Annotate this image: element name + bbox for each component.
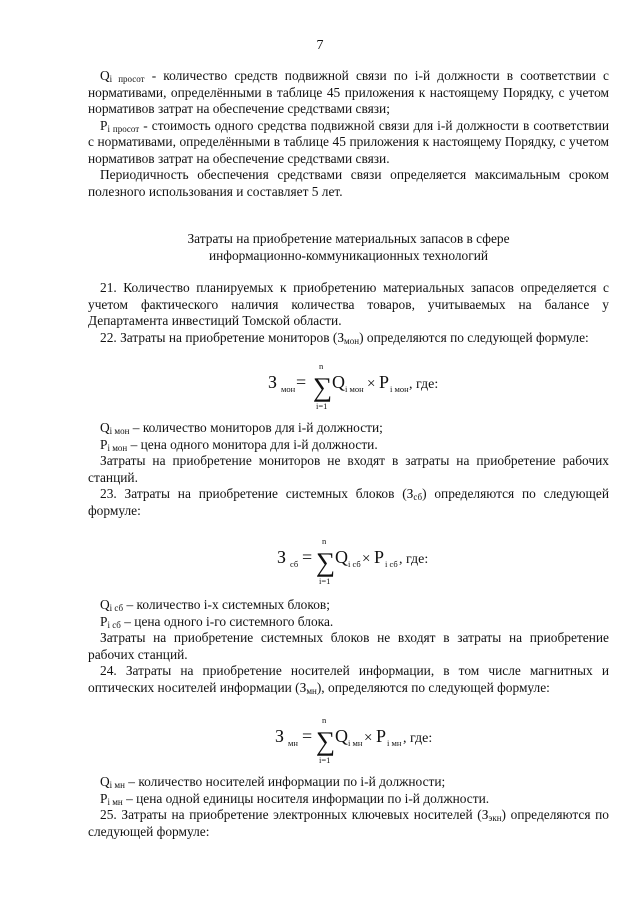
sum-lower: i=1: [319, 576, 331, 586]
page-number: 7: [316, 38, 324, 53]
def-subscript: i мн: [109, 780, 125, 790]
periodicity-paragraph: Периодичность обеспечения средствами связи определяется максимальным сроком полезного использования и составляет 5 лет.: [88, 167, 609, 199]
definition-q-mn: [88, 774, 609, 791]
def-subscript: i сб: [107, 619, 121, 630]
formula-lhs-sub: мон: [281, 384, 296, 394]
sum-upper: n: [322, 715, 327, 725]
formula-equals: =: [302, 547, 313, 567]
paragraph-22: [88, 330, 609, 347]
p23-text-pre: 23. Затраты на приобретение системных блоков (З: [100, 486, 414, 501]
def-text: – количество носителей информации по i-й должности;: [124, 774, 446, 789]
def-symbol: P: [100, 613, 108, 629]
def-text: – количество i-х системных блоков;: [123, 597, 330, 612]
formula-equals: =: [296, 372, 307, 392]
definitions-media: [88, 774, 609, 840]
formula-p: P: [379, 372, 390, 392]
definition-p-mn: [88, 791, 609, 808]
paragraph-25: [88, 807, 609, 840]
def-symbol: Q: [100, 597, 110, 612]
formula-lhs-sub: мн: [288, 738, 298, 748]
section-title-line-1: Затраты на приобретение материальных запасов в сфере: [187, 231, 510, 246]
definition-q-prosot: [88, 68, 609, 118]
p24-subscript: мн: [306, 685, 317, 696]
def-subscript: i мон: [107, 442, 128, 453]
formula-monitors: [0, 357, 640, 417]
formula-p: P: [374, 547, 385, 567]
def-symbol: P: [100, 790, 108, 806]
formula-p: P: [376, 726, 387, 746]
formula-tail: , где:: [399, 552, 429, 567]
paragraph-24: [88, 663, 609, 696]
formula-q: Q: [335, 547, 348, 567]
definition-p-mon: [88, 437, 609, 454]
p23-text-post: ) определяются по следующей формуле:: [88, 486, 609, 518]
p24-text-post: ), определяются по следующей формуле:: [316, 679, 550, 695]
p25-text-post: ) определяются по следующей формуле:: [88, 807, 610, 839]
note-system-blocks: Затраты на приобретение системных блоков не входят в затраты на приобретение рабочих станций.: [88, 630, 609, 662]
def-subscript: i мн: [107, 796, 123, 807]
def-text: – цена одного i-го системного блока.: [120, 613, 334, 629]
definition-q-mon: [88, 420, 609, 437]
p24-text-pre: 24. Затраты на приобретение носителей информации, в том числе магнитных и оптических носителей информации (З: [88, 663, 609, 695]
sum-upper: n: [319, 361, 324, 371]
def-symbol: P: [100, 436, 108, 452]
formula-p-sub: i мон: [390, 384, 409, 394]
definition-q-sb: [88, 597, 609, 614]
formula-lhs: З: [268, 372, 278, 392]
p22-text-pre: 22. Затраты на приобретение мониторов (З: [100, 329, 345, 345]
def-text: - количество средств подвижной связи по i-й должности в соответствии с нормативами, определёнными в таблице 45 приложения к настоящему Порядку, с учетом нормативов затрат на обеспечение средствами связи;: [88, 68, 609, 116]
section-title-line-2: информационно-коммуникационных технологий: [208, 247, 489, 263]
definitions-system-blocks: [88, 597, 609, 696]
sum-sign: ∑: [316, 547, 336, 577]
formula-lhs: З: [275, 726, 285, 746]
note-monitors: Затраты на приобретение мониторов не входят в затраты на приобретение рабочих станций.: [88, 453, 609, 485]
sum-upper: n: [322, 536, 327, 546]
formula-lhs-sub: сб: [290, 559, 299, 569]
definition-p-prosot: [88, 118, 609, 168]
formula-p-sub: i сб: [385, 559, 398, 569]
sum-lower: i=1: [319, 755, 331, 765]
formula-q-sub: i сб: [348, 559, 361, 569]
p25-subscript: экн: [488, 813, 502, 823]
def-subscript: i сб: [109, 603, 124, 613]
def-text: - стоимость одного средства подвижной связи для i-й должности в соответствии с нормативами, определёнными в таблице 45 приложения к настоящему Порядку, с учетом нормативов затрат на обеспечение средствами связи.: [88, 117, 609, 166]
paragraphs-21-22: [88, 280, 609, 346]
def-symbol: P: [100, 117, 108, 133]
formula-times: ×: [364, 730, 373, 746]
formula-q-sub: i мн: [348, 738, 363, 748]
formula-system-blocks: [0, 527, 640, 587]
formula-tail: , где:: [409, 377, 439, 392]
formula-tail: , где:: [403, 731, 433, 746]
formula-q: Q: [332, 372, 345, 392]
section-title: [88, 231, 609, 264]
def-subscript: i мон: [109, 426, 130, 436]
paragraph-23: [88, 486, 609, 519]
formula-q-sub: i мон: [345, 384, 364, 394]
sum-lower: i=1: [316, 401, 328, 411]
def-subscript: i просот: [107, 123, 140, 134]
sum-sign: ∑: [316, 726, 336, 756]
formula-times: ×: [362, 551, 371, 567]
formula-equals: =: [302, 726, 313, 746]
def-subscript: i просот: [109, 74, 145, 84]
def-symbol: Q: [100, 68, 110, 83]
formula-media: [0, 708, 640, 768]
p22-subscript: мон: [344, 335, 360, 346]
formula-q: Q: [335, 726, 348, 746]
def-text: – количество мониторов для i-й должности;: [129, 420, 383, 435]
definitions-monitors: [88, 420, 609, 519]
sum-sign: ∑: [313, 372, 333, 402]
paragraph-21: 21. Количество планируемых к приобретению материальных запасов определяется с учетом фактического наличия количества товаров, учитываемых на балансе у Департамента инвестиций Томской области.: [88, 280, 609, 328]
def-symbol: Q: [100, 774, 110, 789]
p25-text-pre: 25. Затраты на приобретение электронных ключевых носителей (З: [100, 807, 489, 822]
p23-subscript: сб: [413, 492, 423, 502]
p22-text-post: ) определяются по следующей формуле:: [359, 329, 589, 345]
def-text: – цена одной единицы носителя информации по i-й должности.: [122, 790, 490, 806]
formula-times: ×: [367, 376, 376, 392]
definition-p-sb: [88, 614, 609, 631]
formula-lhs: З: [277, 547, 287, 567]
def-text: – цена одного монитора для i-й должности.: [127, 436, 378, 452]
def-symbol: Q: [100, 420, 110, 435]
formula-p-sub: i мн: [387, 738, 402, 748]
definitions-top: [88, 68, 609, 200]
